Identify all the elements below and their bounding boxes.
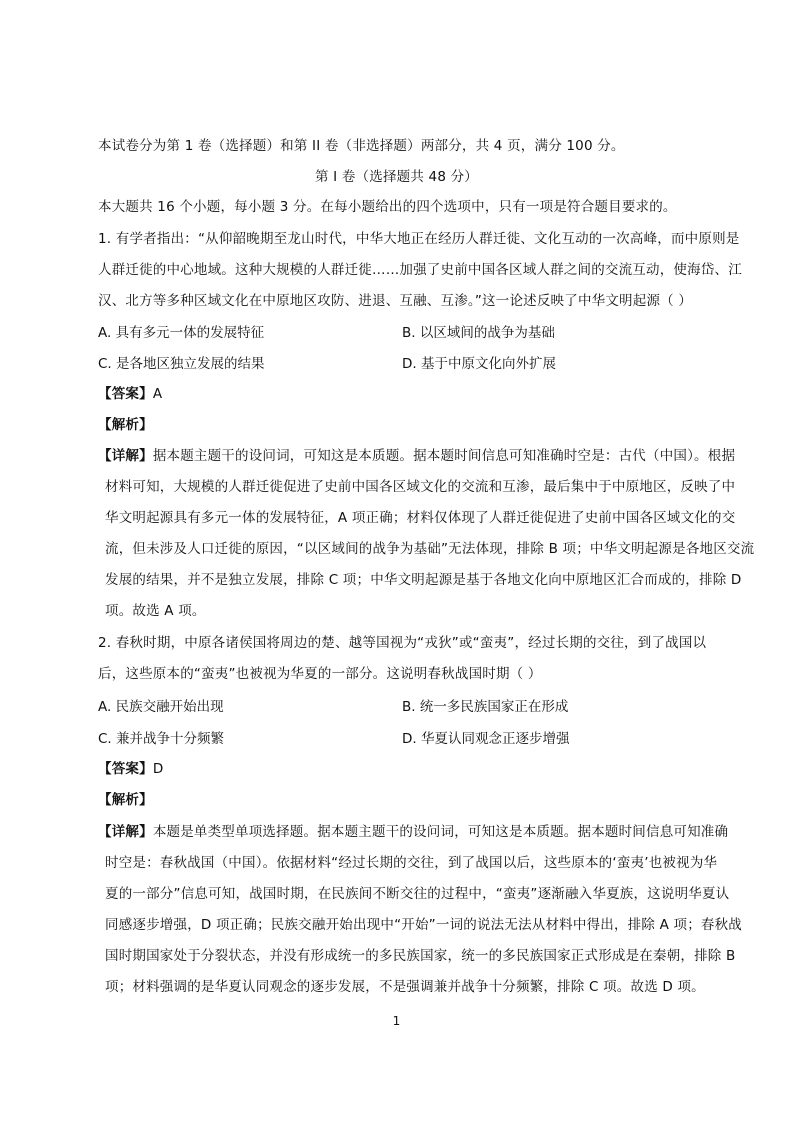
section-instructions: 本大题共 16 个小题，每小题 3 分。在每小题给出的四个选项中，只有一项是符合题目要求的。 [98,199,677,215]
detail-label: 【详解】 [98,448,153,464]
q2-option-c: C. 兼并战争十分频繁 [98,731,225,747]
q1-detail-line-5: 发展的结果，并不是独立发展，排除 C 项；中华文明起源是基于各地文化向中原地区汇合而成的，排除 D [105,572,742,588]
page-number: 1 [392,1014,401,1028]
q1-detail-line-6: 项。故选 A 项。 [105,603,206,619]
q1-stem-line-3: 汉、北方等多种区域文化在中原地区攻防、进退、互融、互渗。”这一论述反映了中华文明起源（ ） [98,293,693,309]
q1-answer [98,384,728,404]
detail-text: 据本题主题干的设问词，可知这是本质题。据本题时间信息可知准确时空是：古代（中国）。根据 [152,448,736,464]
q2-detail-line-5: 国时期国家处于分裂状态，并没有形成统一的多民族国家，统一的多民族国家正式形成是在秦朝，排除 B [105,948,736,964]
q2-detail-line-6: 项；材料强调的是华夏认同观念的逐步发展，不是强调兼并战争十分频繁，排除 C 项。故选 D 项。 [105,979,705,995]
q1-option-d: D. 基于中原文化向外扩展 [402,356,556,372]
q1-option-a: A. 具有多元一体的发展特征 [98,325,265,341]
q2-detail-line-1 [98,822,728,842]
q1-stem-line-2: 人群迁徙的中心地域。这种大规模的人群迁徙……加强了史前中国各区域人群之间的交流互动，使海岱、江 [98,262,742,278]
analysis-label: 【解析】 [98,417,153,433]
q1-detail-line-2: 材料可知，大规模的人群迁徙促进了史前中国各区域文化的交流和互渗，最后集中于中原地区，反映了中 [105,479,736,495]
q2-detail-line-3: 夏的一部分”信息可知，战国时期，在民族间不断交往的过程中，“蛮夷”逐渐融入华夏族，这说明华夏认 [105,886,730,902]
q1-option-c: C. 是各地区独立发展的结果 [98,356,265,372]
q1-detail-line-1 [98,446,736,466]
q1-detail-line-4: 流，但未涉及人口迁徙的原因，“以区域间的战争为基础”无法体现，排除 B 项；中华文明起源是各地区交流 [105,541,755,557]
detail-text: 本题是单类型单项选择题。据本题主题干的设问词，可知这是本质题。据本题时间信息可知准确 [152,824,729,840]
section-title: 第 I 卷（选择题共 48 分） [314,169,479,185]
q2-answer [98,759,728,779]
detail-label: 【详解】 [98,824,153,840]
q2-detail-line-2: 时空是：春秋战国（中国）。依据材料“经过长期的交往，到了战国以后，这些原本的‘蛮夷’也被视为华 [105,855,718,871]
analysis-label: 【解析】 [98,792,153,808]
q1-analysis-heading [98,415,728,435]
exam-intro: 本试卷分为第 1 卷（选择题）和第 II 卷（非选择题）两部分，共 4 页，满分 100 分。 [98,138,625,154]
answer-value: D [152,761,164,777]
q2-stem-line-1: 2. 春秋时期，中原各诸侯国将周边的楚、越等国视为“戎狄”或“蛮夷”，经过长期的交往，到了战国以 [98,635,707,651]
answer-label: 【答案】 [98,761,153,777]
q2-detail-line-4: 同感逐步增强，D 项正确；民族交融开始出现中“开始”一词的说法无法从材料中得出，排除 A 项；春秋战 [105,917,742,933]
answer-label: 【答案】 [98,386,153,402]
q1-option-b: B. 以区域间的战争为基础 [402,325,555,341]
q2-stem-line-2: 后，这些原本的“蛮夷”也被视为华夏的一部分。这说明春秋战国时期（ ） [98,666,542,682]
q2-option-a: A. 民族交融开始出现 [98,699,224,715]
q1-stem-line-1: 1. 有学者指出：“从仰韶晚期至龙山时代，中华大地正在经历人群迁徙、文化互动的一次高峰，而中原则是 [98,231,740,247]
q2-analysis-heading [98,790,728,810]
q2-option-b: B. 统一多民族国家正在形成 [402,699,569,715]
q2-option-d: D. 华夏认同观念正逐步增强 [402,731,570,747]
answer-value: A [152,386,163,402]
q1-detail-line-3: 华文明起源具有多元一体的发展特征，A 项正确；材料仅体现了人群迁徙促进了史前中国各区域文化的交 [105,510,736,526]
